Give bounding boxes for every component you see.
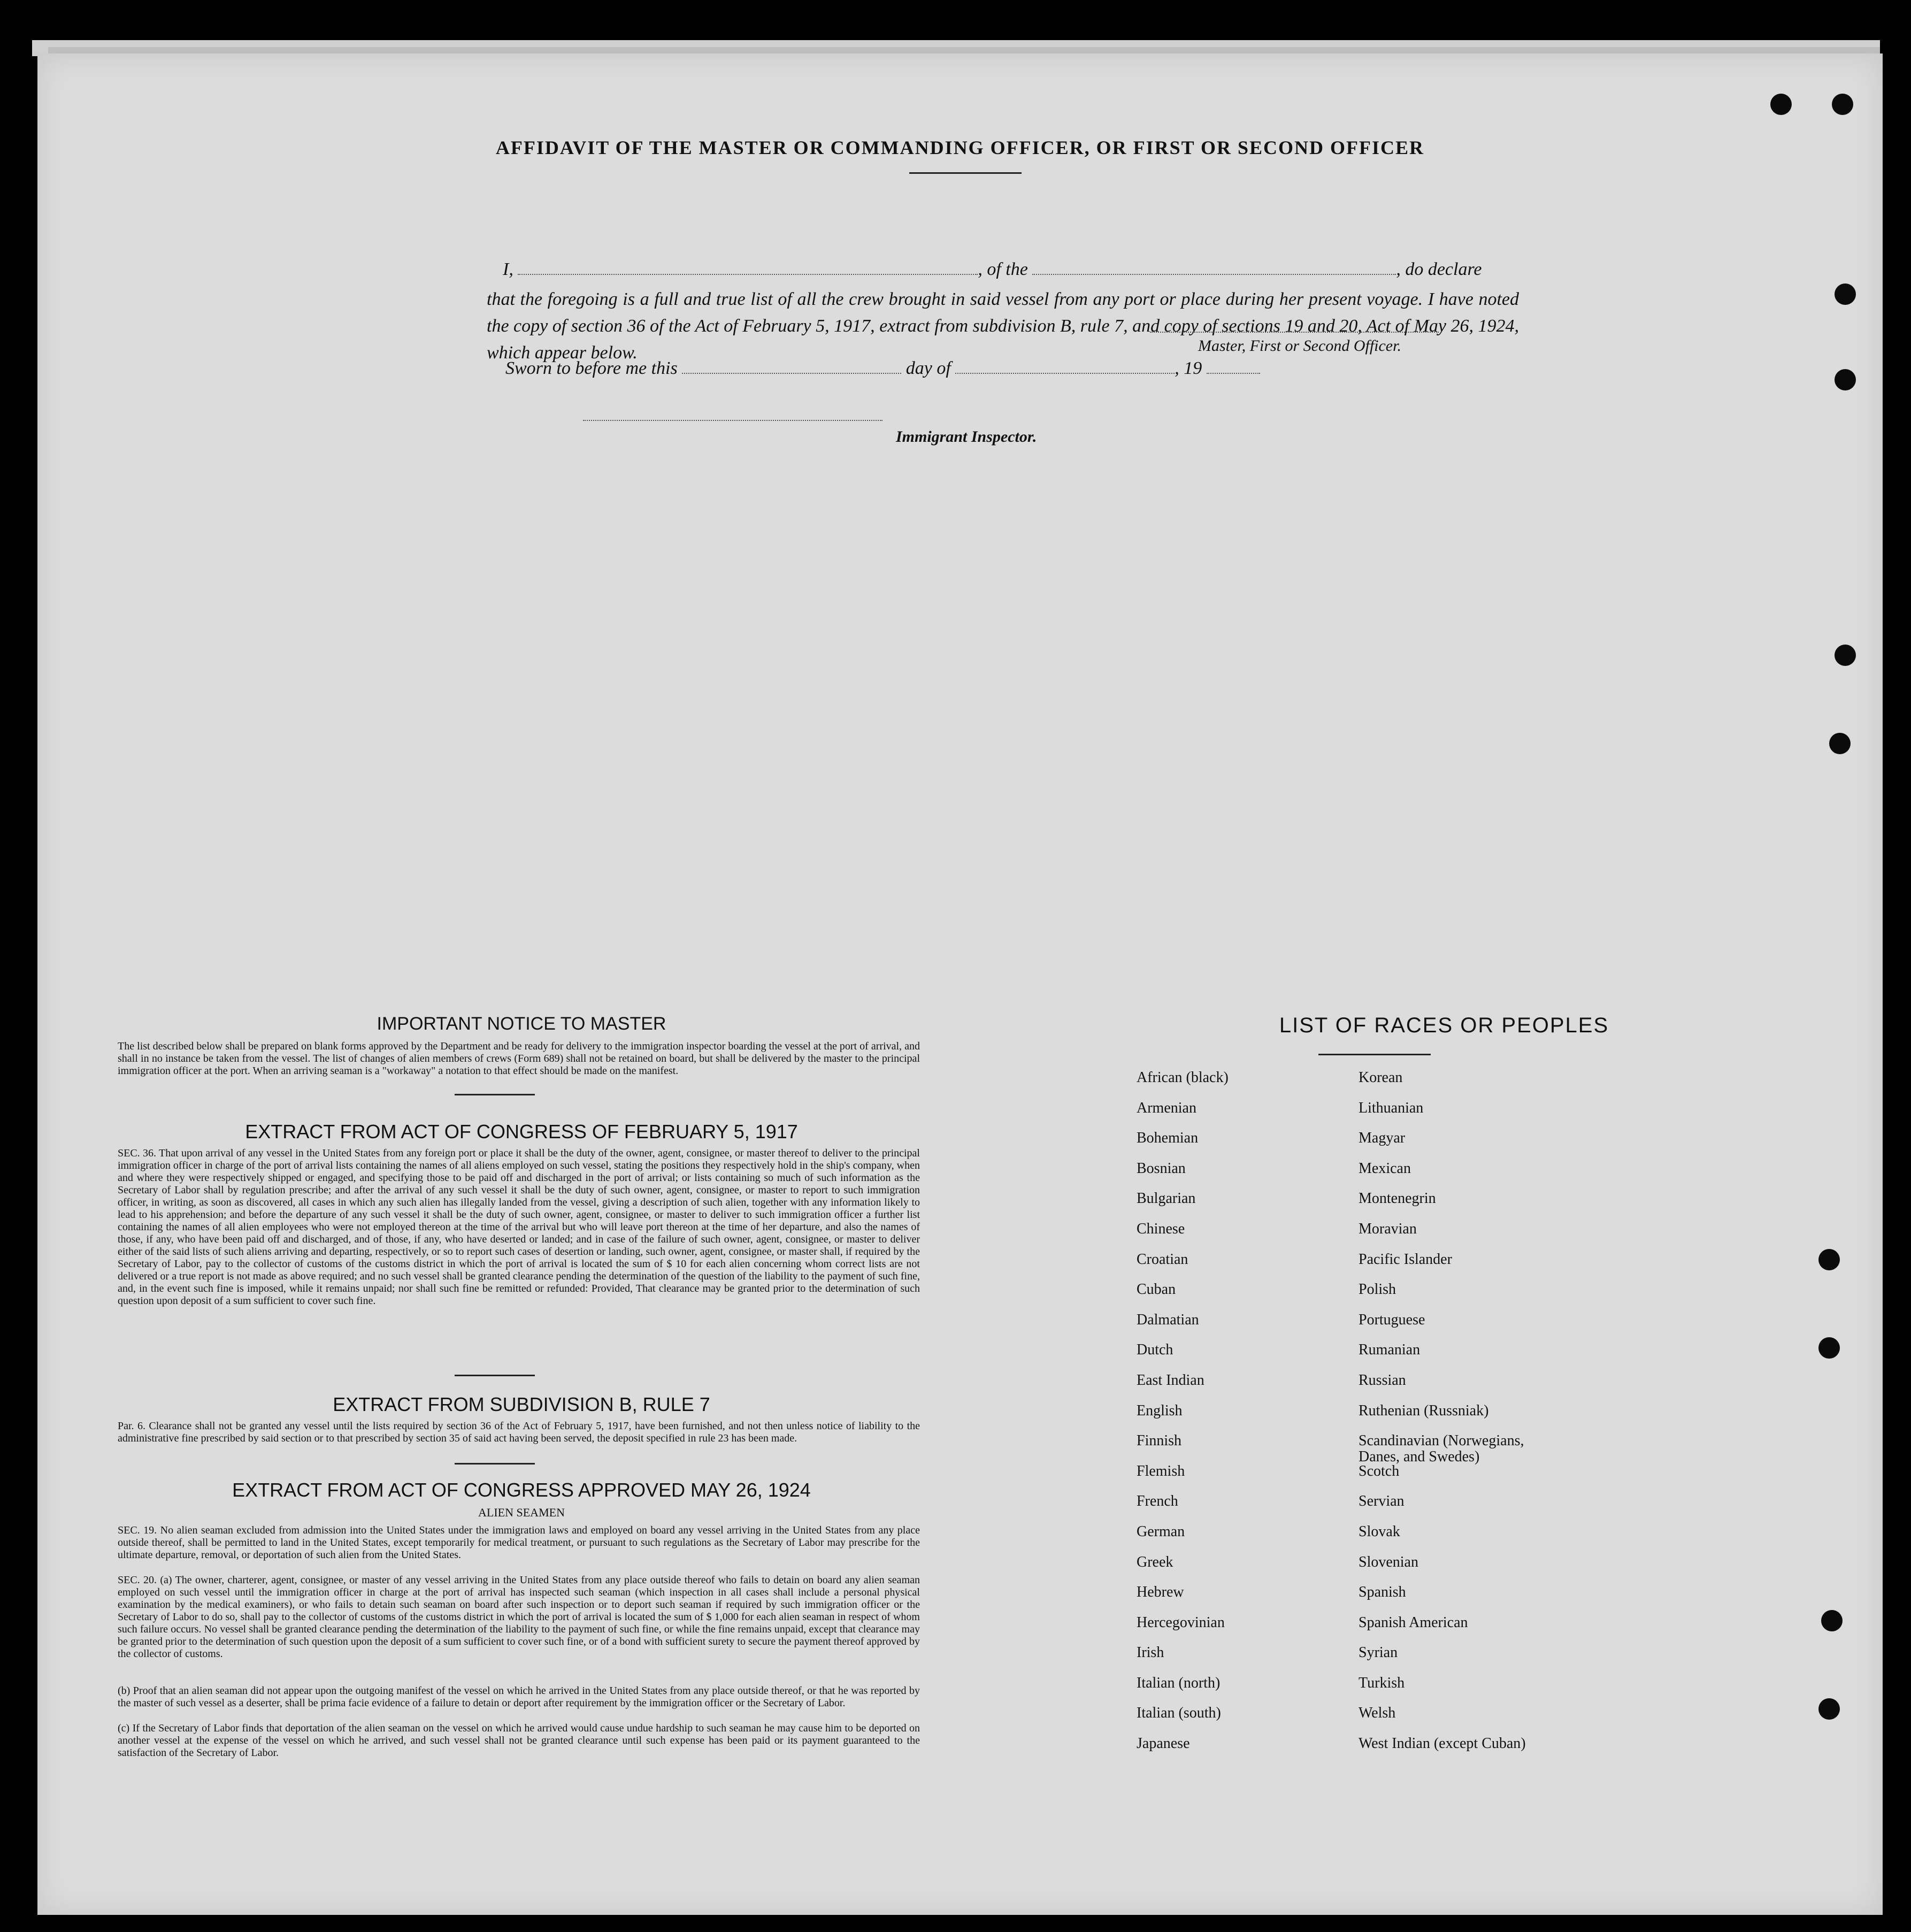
sec-20c-text: (c) If the Secretary of Labor finds that deportation of the alien seaman on the vessel on which he arrived would cause undue hardship to such seaman he may cause him to be deported on another vessel at the expense of the vessel on which he arrived, and such vessel shall not be granted clearance until such expense has been paid or its payment guaranteed to the satisfaction of the Secretary of Labor. [118,1722,920,1759]
races-title: LIST OF RACES OR PEOPLES [1279,1014,1609,1037]
race-item: African (black) [1137,1069,1229,1086]
notice-text: The list described below shall be prepared on blank forms approved by the Department and be ready for delivery to the immigration inspector boarding the vessel at the port of arrival, and shall in no instance be taken from the vessel. The list of changes of alien members of crews (Form 689) shall not be retained on board, but shall be delivered by the master to the principal immigration officer at the port. When an arriving seaman is a "workaway" a notation to that effect should be made on the manifest. [118,1040,920,1077]
race-item: Pacific Islander [1359,1251,1452,1268]
extract-1917-text: SEC. 36. That upon arrival of any vessel in the United States from any foreign port or place it shall be the duty of the owner, agent, consignee, or master thereof to deliver to the principal immigration officer in charge of the port of arrival lists containing the names of all aliens employed on such vessel, stating the positions they respectively hold in the ship's company, when and where they were respectively shipped or engaged, and specifying those to be paid off and discharged in the port of arrival; or lists containing so much of such information as the Secretary of Labor shall by regulation prescribe; and after the arrival of any such vessel it shall be the duty of such owner, agent, consignee, or master to report to such immigration officer, in writing, as soon as discovered, all cases in which any such alien has illegally landed from the vessel, giving a description of such alien, together with any information likely to lead to his apprehension; and before the departure of any such vessel it shall be the duty of such owner, agent, consignee, or master to deliver to such immigration officer a further list containing the names of all alien employees who were not employed thereon at the time of the arrival but who will leave port thereon at the time of her departure, and also the names of those, if any, who have been paid off and discharged, and of those, if any, who have deserted or landed; and in case of the failure of such owner, agent, consignee, or master to deliver either of the said lists of such aliens arriving and departing, respectively, or so to report such cases of desertion or landing, such owner, agent, consignee, or master shall, if required by the Secretary of Labor, pay to the collector of customs of the customs district in which the port of arrival is located the sum of $ 10 for each alien concerning whom correct lists are not delivered or a true report is not made as above required; and no such vessel shall be granted clearance pending the determination of the question of the liability to the payment of such fine, and, in the event such fine is imposed, while it remains unpaid; nor shall such fine be remitted or refunded: Provided, That clearance may be granted prior to the determination of such question upon deposit of a sum sufficient to cover such fine. [118,1147,920,1307]
subdivision-b-title: EXTRACT FROM SUBDIVISION B, RULE 7 [333,1393,710,1415]
of-the-label: , of the [978,259,1028,279]
sworn-day-of: day of [905,358,951,378]
race-item: Irish [1137,1644,1164,1661]
title-rule [909,172,1022,174]
punch-hole [1829,733,1851,754]
affidavit-line-1 [503,259,1482,280]
extract-1917-rule [455,1375,535,1376]
alien-seamen-subtitle: ALIEN SEAMEN [478,1506,565,1519]
sec-20b-text: (b) Proof that an alien seaman did not appear upon the outgoing manifest of the vessel on which he arrived in the United States from any place outside thereof, or that he was reported by the master of such vessel as a deserter, shall be prima facie evidence of a failure to detain or deport after requirement by the immigration officer or the Secretary of Labor. [118,1685,920,1709]
race-item: English [1137,1402,1183,1419]
race-item: Greek [1137,1553,1173,1570]
race-item: Spanish [1359,1584,1406,1601]
punch-hole [1832,94,1853,115]
sec-19-text: SEC. 19. No alien seaman excluded from admission into the United States under the immigration laws and employed on board any vessel arriving in the United States from any place outside thereof, shall be permitted to land in the United States, except temporarily for medical treatment, or pursuant to such regulations as the Secretary of Labor may prescribe for the ultimate departure, removal, or deportation of such alien from the United States. [118,1524,920,1561]
race-item: Mexican [1359,1160,1411,1177]
race-item: Slovenian [1359,1553,1418,1570]
race-item: Bosnian [1137,1160,1186,1177]
race-item: Flemish [1137,1462,1185,1479]
race-item: Finnish [1137,1432,1182,1450]
race-item: Croatian [1137,1251,1188,1268]
punch-hole [1821,1610,1843,1631]
subdivision-b-text: Par. 6. Clearance shall not be granted any vessel until the lists required by section 36 of the Act of February 5, 1917, have been furnished, and not then unless notice of liability to the administrative fine prescribed by said section or to that prescribed by section 35 of said act having been served, the deposit specified in rule 23 has been made. [118,1420,920,1444]
master-signature-label: Master, First or Second Officer. [1198,337,1401,355]
race-item: East Indian [1137,1371,1204,1389]
extract-1924-title: EXTRACT FROM ACT OF CONGRESS APPROVED MAY 26, 1924 [232,1479,811,1501]
race-item: Cuban [1137,1281,1176,1298]
affidavit-title: AFFIDAVIT OF THE MASTER OR COMMANDING OFFICER, OR FIRST OR SECOND OFFICER [495,137,1425,158]
inspector-signature-line[interactable] [583,420,882,421]
inspector-label: Immigrant Inspector. [896,428,1037,446]
race-item: Hebrew [1137,1584,1184,1601]
race-item: Syrian [1359,1644,1398,1661]
race-item: Spanish American [1359,1614,1468,1631]
punch-hole [1818,1698,1840,1720]
race-item: Welsh [1359,1705,1396,1722]
races-right-column [1359,1070,1562,1766]
race-item: German [1137,1523,1185,1540]
sworn-year-field[interactable] [1207,373,1260,374]
race-item: Chinese [1137,1220,1185,1237]
do-declare-label: , do declare [1396,259,1482,279]
subdivision-b-rule [455,1463,535,1465]
race-item: Montenegrin [1359,1190,1436,1207]
race-item: Servian [1359,1493,1405,1510]
race-item: West Indian (except Cuban) [1359,1735,1526,1752]
master-signature-line[interactable] [1150,332,1439,333]
race-item: Dutch [1137,1341,1173,1359]
punch-hole [1770,94,1792,115]
race-item: Italian (north) [1137,1674,1221,1691]
races-left-column [1137,1070,1229,1766]
affidavit-i-label: I, [503,259,513,279]
sworn-year-prefix: , 19 [1175,358,1202,378]
notice-rule [455,1094,535,1095]
race-item: French [1137,1493,1178,1510]
sworn-day-field[interactable] [682,373,901,374]
punch-hole [1818,1249,1840,1270]
race-item: Hercegovinian [1137,1614,1225,1631]
race-item: Magyar [1359,1130,1406,1147]
punch-hole [1818,1337,1840,1359]
sec-20a-text: SEC. 20. (a) The owner, charterer, agent, consignee, or master of any vessel arriving in the United States from any place outside thereof who fails to detain on board any alien seaman employed on such vessel until the immigration officer in charge at the port of arrival has inspected such seaman (which inspection in all cases shall include a personal physical examination by the medical examiners), or who fails to detain such seaman on board after such inspection or to deport such seaman if required by such immigration officer or the Secretary of Labor to do so, shall pay to the collector of customs of the customs district in which the port of arrival is located the sum of $ 1,000 for each alien seaman in respect of whom such failure occurs. No vessel shall be granted clearance pending the determination of the liability to the payment of such fine, or while the fine remains unpaid, except that clearance may be granted prior to the determination of such question upon the deposit of a sum sufficient to cover such fine, or of a bond with sufficient surety to secure the payment thereof approved by the collector of customs. [118,1574,920,1660]
punch-hole [1835,645,1856,666]
race-item: Bohemian [1137,1130,1199,1147]
race-item: Dalmatian [1137,1311,1199,1328]
sworn-line [505,358,1260,379]
document-page [37,53,1883,1915]
punch-hole [1835,369,1856,390]
sworn-prefix: Sworn to before me this [505,358,678,378]
race-item: Moravian [1359,1220,1417,1237]
vessel-name-field[interactable] [1032,274,1396,275]
race-item: Scotch [1359,1462,1400,1479]
race-item: Italian (south) [1137,1705,1221,1722]
race-item: Russian [1359,1371,1406,1389]
race-item: Lithuanian [1359,1099,1424,1116]
race-item: Portuguese [1359,1311,1425,1328]
race-item: Rumanian [1359,1341,1421,1359]
affidavit-body: that the foregoing is a full and true list of all the crew brought in said vessel from any port or place during her present voyage. I have noted the copy of section 36 of the Act of February 5, 1917, extract from subdivision B, rule 7, and copy of sections 19 and 20, Act of May 26, 1924, which appear below. [487,289,1519,363]
races-rule [1318,1054,1431,1055]
race-item: Turkish [1359,1674,1405,1691]
master-name-field[interactable] [518,274,978,275]
race-item: Korean [1359,1069,1403,1086]
race-item: Slovak [1359,1523,1400,1540]
race-item: Ruthenian (Russniak) [1359,1402,1489,1419]
race-item: Bulgarian [1137,1190,1196,1207]
sworn-month-field[interactable] [955,373,1175,374]
race-item: Scandinavian (Norwegians, Danes, and Swedes) [1359,1432,1524,1466]
punch-hole [1835,283,1856,305]
race-item: Polish [1359,1281,1396,1298]
race-item: Japanese [1137,1735,1190,1752]
race-item: Armenian [1137,1099,1196,1116]
notice-title: IMPORTANT NOTICE TO MASTER [377,1014,666,1034]
extract-1917-title: EXTRACT FROM ACT OF CONGRESS OF FEBRUARY 5, 1917 [245,1121,798,1143]
